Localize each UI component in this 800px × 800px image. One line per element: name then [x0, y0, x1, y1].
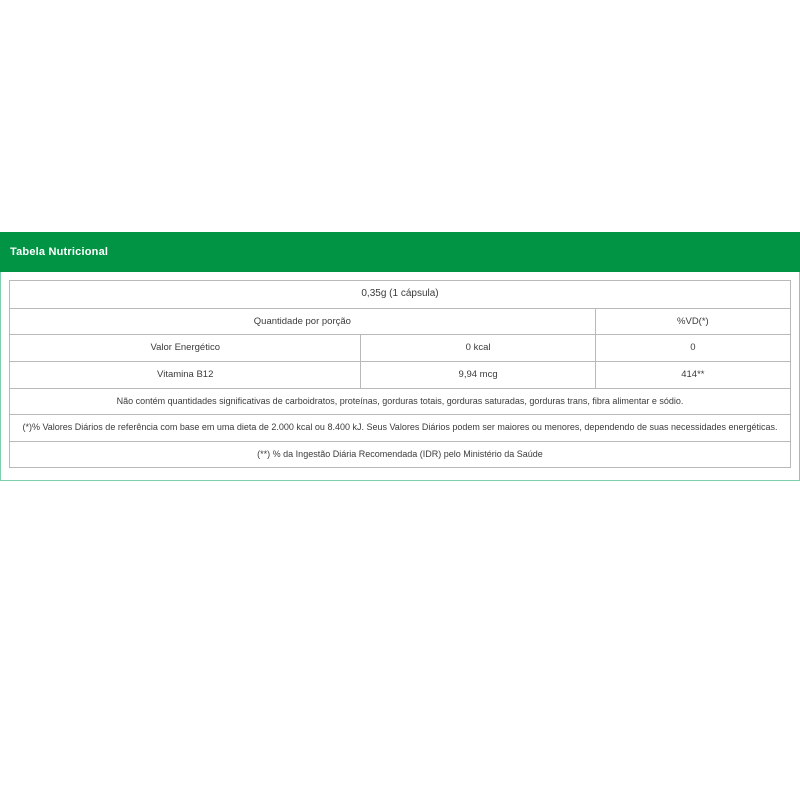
table-row	[10, 362, 791, 389]
nutrient-amount: 9,94 mcg	[361, 362, 595, 389]
serving-size-cell: 0,35g (1 cápsula)	[10, 281, 791, 309]
table-row-note	[10, 441, 791, 467]
table-row-serving	[10, 281, 791, 309]
nutrient-daily-value: 414**	[595, 362, 790, 389]
nutrition-panel	[0, 232, 800, 481]
header-amount-per-portion: Quantidade por porção	[10, 308, 596, 335]
nutrient-amount: 0 kcal	[361, 335, 595, 362]
panel-body	[0, 272, 800, 481]
table-row-note	[10, 389, 791, 415]
table-row	[10, 335, 791, 362]
panel-title: Tabela Nutricional	[0, 232, 800, 272]
table-row-headers	[10, 308, 791, 335]
note-daily-values: (*)% Valores Diários de referência com base em uma dieta de 2.000 kcal ou 8.400 kJ. Seus Valores Diários podem ser maiores ou menores, dependendo de suas necessidades energéticas.	[10, 415, 791, 441]
nutrient-name: Valor Energético	[10, 335, 361, 362]
nutrient-daily-value: 0	[595, 335, 790, 362]
table-row-note	[10, 415, 791, 441]
note-idr: (**) % da Ingestão Diária Recomendada (IDR) pelo Ministério da Saúde	[10, 441, 791, 467]
header-daily-value: %VD(*)	[595, 308, 790, 335]
nutrition-table	[9, 280, 791, 468]
note-no-significant-amounts: Não contém quantidades significativas de carboidratos, proteínas, gorduras totais, gorduras saturadas, gorduras trans, fibra alimentar e sódio.	[10, 389, 791, 415]
nutrient-name: Vitamina B12	[10, 362, 361, 389]
